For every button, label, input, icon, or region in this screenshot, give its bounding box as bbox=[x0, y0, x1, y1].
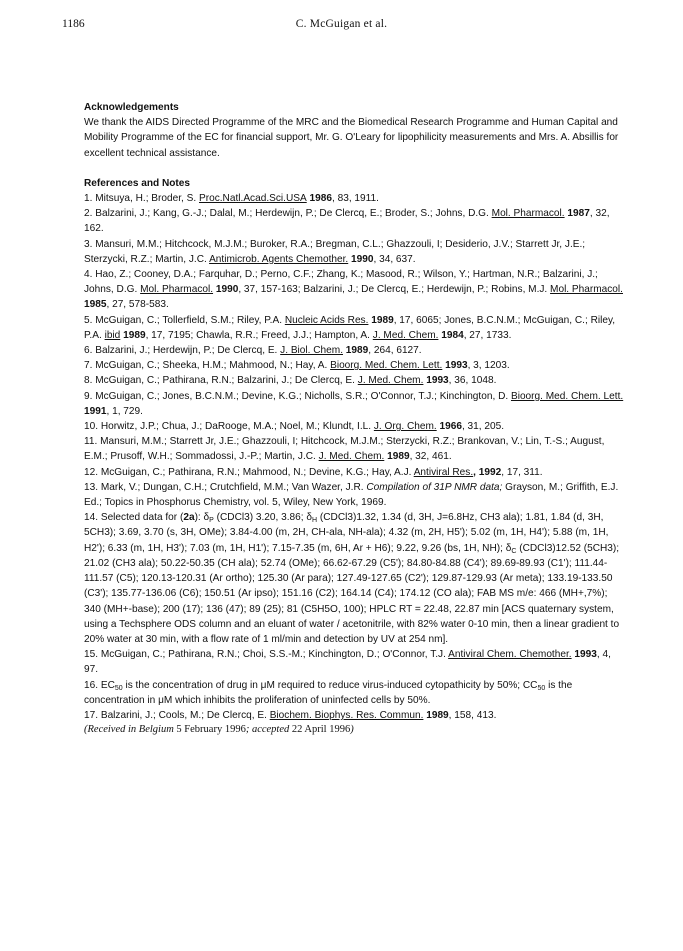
received-dates: (Received in Belgium 5 February 1996; accepted 22 April 1996) bbox=[84, 724, 354, 736]
page-number: 1186 bbox=[62, 18, 85, 30]
reference-3: 3. Mansuri, M.M.; Hitchcock, M.J.M.; Buroker, R.A.; Bregman, C.L.; Ghazzouli, I; Desiderio, J.V.; Starrett Jr, J.E.; Sterzycki, R.Z.; Martin, J.C. Antimicrob. Agents Chemother. 1990, 34, 637. bbox=[84, 238, 586, 265]
reference-4: 4. Hao, Z.; Cooney, D.A.; Farquhar, D.; Perno, C.F.; Zhang, K.; Masood, R.; Wilson, Y.; Hartman, N.R.; Balzarini, J.; Johns, D.G. Mol. Pharmacol. 1990, 37, 157-163; Balzarini, J.; De Clercq, E.; Herdewijn, P.; Robins, M.J. Mol. Pharmacol. 1985, 27, 578-583. bbox=[84, 269, 623, 311]
reference-5: 5. McGuigan, C.; Tollerfield, S.M.; Riley, P.A. Nucleic Acids Res. 1989, 17, 6065; Jones, B.C.N.M.; McGuigan, C.; Riley, P.A. ibid 1989, 17, 7195; Chawla, R.R.; Freed, J.J.; Hampton, A. J. Med. Chem. 1984, 27, 1733. bbox=[84, 314, 616, 341]
reference-11: 11. Mansuri, M.M.; Starrett Jr, J.E.; Ghazzouli, I; Hitchcock, M.J.M.; Sterzycki, R.Z.; Brankovan, V.; Lin, T.-S.; August, E.M.; Prusoff, W.H.; Sommadossi, J.-P.; Martin, J.C. J. Med. Chem. 1989, 32, 461. bbox=[84, 436, 605, 463]
reference-9: 9. McGuigan, C.; Jones, B.C.N.M.; Devine, K.G.; Nicholls, S.R.; O'Connor, T.J.; Kinchington, D. Bioorg. Med. Chem. Lett. 1991, 1, 729. bbox=[84, 390, 624, 417]
acknowledgements-text: We thank the AIDS Directed Programme of the MRC and the Biomedical Research Programme and Human Capital and Mobility Programme of the EC for financial support, Mr. G. O'Leary for lipophilicity measurements and Mrs. A. Absillis for excellent technical assistance. bbox=[84, 117, 619, 159]
reference-17: 17. Balzarini, J.; Cools, M.; De Clercq, E. Biochem. Biophys. Res. Commun. 1989, 158, 413. bbox=[84, 709, 497, 721]
reference-7: 7. McGuigan, C.; Sheeka, H.M.; Mahmood, N.; Hay, A. Bioorg. Med. Chem. Lett. 1993, 3, 1203. bbox=[84, 360, 510, 372]
running-head: C. McGuigan et al. bbox=[295, 18, 388, 30]
page-content bbox=[84, 100, 624, 737]
reference-12: 12. McGuigan, C.; Pathirana, R.N.; Mahmood, N.; Devine, K.G.; Hay, A.J. Antiviral Res., 1992, 17, 311. bbox=[84, 466, 543, 478]
reference-15: 15. McGuigan, C.; Pathirana, R.N.; Choi, S.S.-M.; Kinchington, D.; O'Connor, T.J. Antiviral Chem. Chemother. 1993, 4, 97. bbox=[84, 649, 611, 676]
reference-6: 6. Balzarini, J.; Herdewijn, P.; De Clercq, E. J. Biol. Chem. 1989, 264, 6127. bbox=[84, 345, 422, 357]
reference-8: 8. McGuigan, C.; Pathirana, R.N.; Balzarini, J.; De Clercq, E. J. Med. Chem. 1993, 36, 1048. bbox=[84, 375, 497, 387]
reference-1: 1. Mitsuya, H.; Broder, S. Proc.Natl.Acad.Sci.USA 1986, 83, 1911. bbox=[84, 193, 379, 205]
page-header bbox=[0, 18, 683, 34]
acknowledgements-title: Acknowledgements bbox=[84, 102, 179, 113]
reference-10: 10. Horwitz, J.P.; Chua, J.; DaRooge, M.A.; Noel, M.; Klundt, I.L. J. Org. Chem. 1966, 31, 205. bbox=[84, 421, 505, 433]
reference-2: 2. Balzarini, J.; Kang, G.-J.; Dalal, M.; Herdewijn, P.; De Clercq, E.; Broder, S.; Johns, D.G. Mol. Pharmacol. 1987, 32, 162. bbox=[84, 208, 610, 235]
reference-16: 16. $EC_{50}$ is the concentration of drug in μM required to reduce virus-induced cytopathicity by 50%; $CC_{50}$ is the concentration in μM which inhibits the proliferation of uninfected cells by 50%. bbox=[84, 679, 573, 706]
references-title: References and Notes bbox=[84, 177, 191, 189]
reference-14: 14. Selected data for (2a): $\delta_P$ (CDCl3) 3.20, 3.86; $\delta_H$ (CDCl3)1.32, 1.34 (d, 3H, J=6.8Hz, CH3 ala); 1.81, 1.84 (d, 3H, 5CH3); 3.69, 3.70 (s, 3H, OMe); 3.84-4.00 (m, 2H, CH-ala, NH-ala); 4.32 (m, 2H, H5'); 5.02 (m, 1H, H4'); 5.88 (m, 1H, H2'); 6.33 (m, 1H, H3'); 7.03 (m, 1H, H1'); 7.15-7.35 (m, 6H, Ar + H6); 9.22, 9.26 (bs, 1H, NH); $\delta_C$ (CDCl3)12.52 (5CH3); 21.02 (CH3 ala); 50.22-50.35 (CH ala); 52.74 (OMe); 66.62-67.29 (C5'); 84.80-84.88 (C4'); 89.69-89.93 (C1'); 111.44-111.57 (C5); 120.13-120.31 (Ar ortho); 125.30 (Ar para); 127.49-127.65 (C2'); 129.87-129.93 (Ar meta); 133.19-133.50 (C3'); 135.77-136.06 (C6); 150.51 (Ar ipso); 151.16 (C2); 164.14 (C4); 174.12 (CO ala); FAB MS m/e: 466 (MH+,7%); 340 (MH+-base); 200 (17); 136 (47); 89 (25); 81 (C5H5O, 100); HPLC RT = 22.48, 22.87 min [ACS quaternary system, using a Techsphere ODS column and an eluant of water / acetonitrile, with 82% water 0-10 min, then a linear gradient to 20% water at 30 min, with a flow rate of 1 ml/min and detection by UV at 254 nm]. bbox=[84, 512, 620, 645]
reference-13: 13. Mark, V.; Dungan, C.H.; Crutchfield, M.M.; Van Wazer, J.R. Compilation of 31P NMR data; Grayson, M.; Griffith, E.J. Ed.; Topics in Phosphorus Chemistry, vol. 5, Wiley, New York, 1969. bbox=[84, 481, 619, 509]
